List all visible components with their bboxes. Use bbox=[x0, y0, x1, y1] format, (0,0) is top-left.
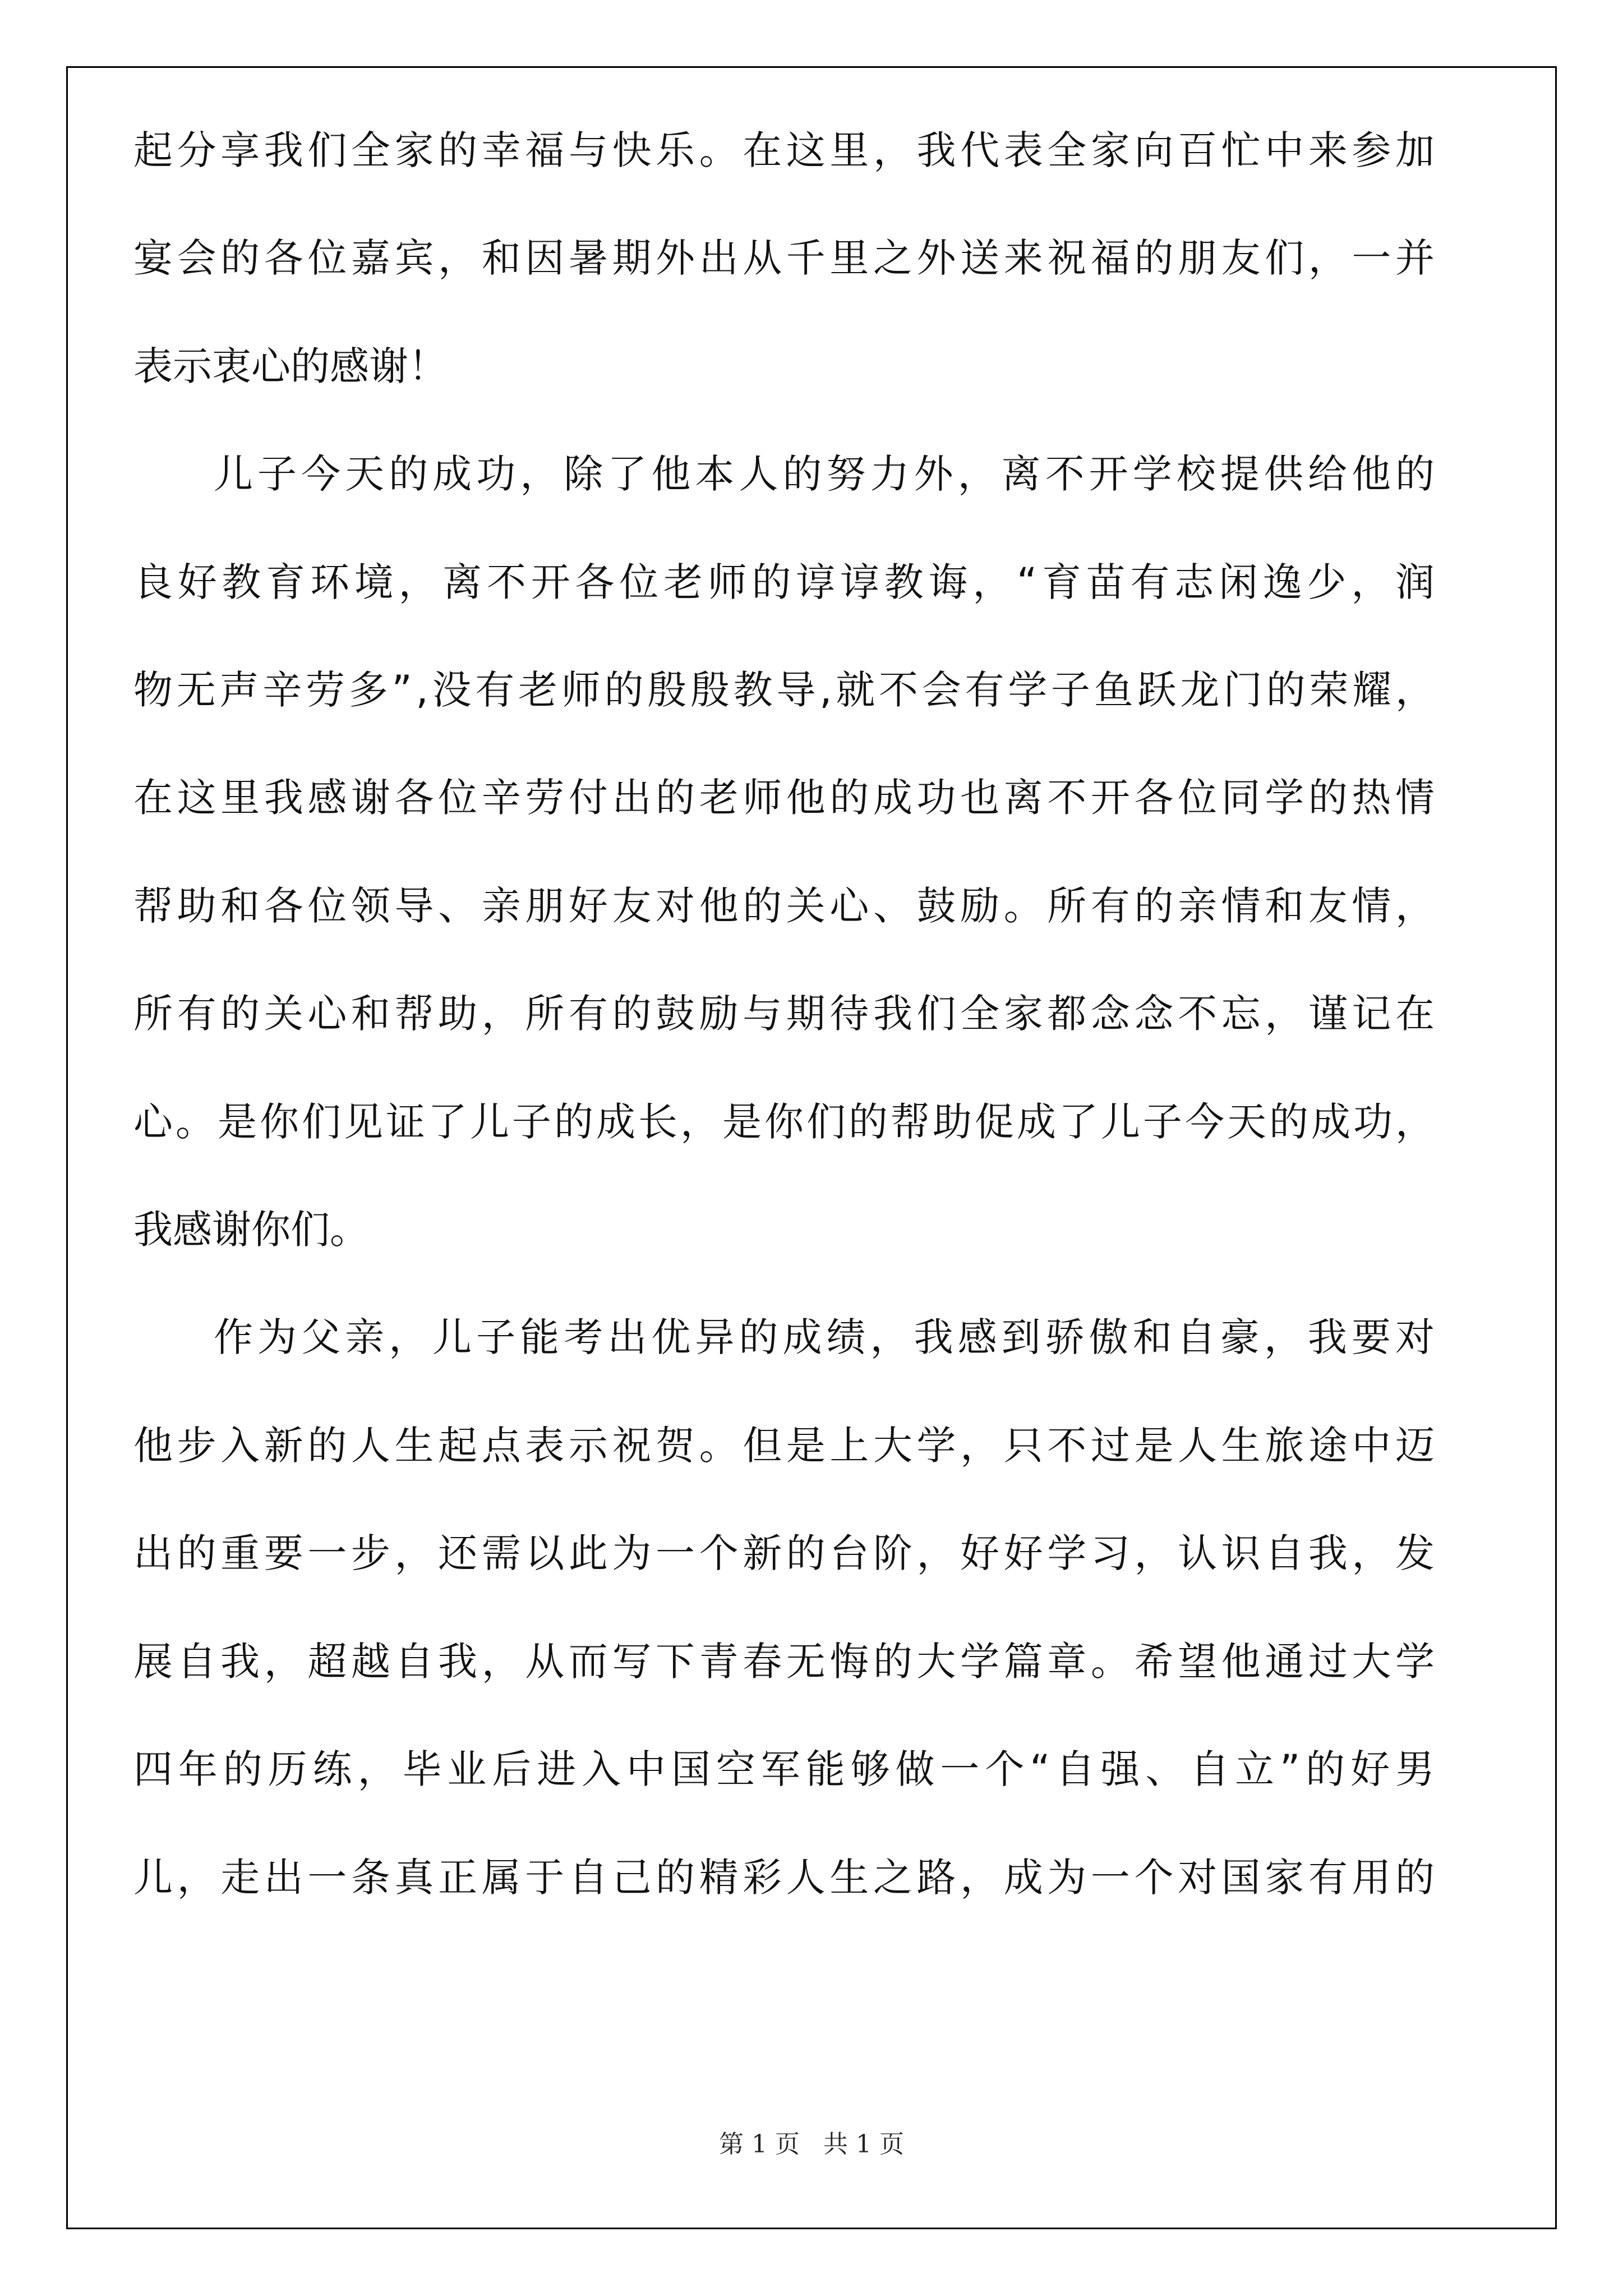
text-line: 物无声辛劳多”,没有老师的殷殷教导,就不会有学子鱼跃龙门的荣耀， bbox=[133, 667, 1438, 714]
text-line: 四年的历练，毕业后进入中国空军能够做一个“自强、自立”的好男 bbox=[133, 1746, 1440, 1793]
text-line: 起分享我们全家的幸福与快乐。在这里，我代表全家向百忙中来参加 bbox=[133, 127, 1439, 173]
text-line: 儿子今天的成功，除了他本人的努力外，离不开学校提供给他的 bbox=[214, 451, 1440, 498]
page-number-label: 第 1 页 共 1 页 bbox=[719, 2130, 904, 2159]
text-line: 他步入新的人生起点表示祝贺。但是上大学，只不过是人生旅途中迈 bbox=[133, 1422, 1439, 1469]
text-line: 儿，走出一条真正属于自己的精彩人生之路，成为一个对国家有用的 bbox=[133, 1854, 1439, 1901]
text-line: 所有的关心和帮助，所有的鼓励与期待我们全家都念念不忘，谨记在 bbox=[133, 991, 1439, 1037]
text-line: 帮助和各位领导、亲朋好友对他的关心、鼓励。所有的亲情和友情， bbox=[133, 882, 1439, 929]
document-body bbox=[133, 96, 1440, 1931]
text-line: 我感谢你们。 bbox=[133, 1207, 369, 1253]
text-line: 作为父亲，儿子能考出优异的成绩，我感到骄傲和自豪，我要对 bbox=[214, 1314, 1440, 1361]
text-line: 在这里我感谢各位辛劳付出的老师他的成功也离不开各位同学的热情 bbox=[133, 775, 1439, 821]
text-line: 宴会的各位嘉宾，和因暑期外出从千里之外送来祝福的朋友们，一并 bbox=[133, 235, 1439, 282]
text-line: 表示衷心的感谢！ bbox=[133, 343, 448, 389]
paragraph-3 bbox=[133, 1283, 1440, 1931]
page-footer bbox=[0, 2128, 1623, 2161]
text-line: 良好教育环境，离不开各位老师的谆谆教诲，“育苗有志闲逸少，润 bbox=[133, 559, 1440, 605]
paragraph-1 bbox=[133, 96, 1439, 420]
text-line: 展自我，超越自我，从而写下青春无悔的大学篇章。希望他通过大学 bbox=[133, 1638, 1439, 1685]
text-line: 心。是你们见证了儿子的成长，是你们的帮助促成了儿子今天的成功， bbox=[133, 1098, 1437, 1145]
text-line: 出的重要一步，还需以此为一个新的台阶，好好学习，认识自我，发 bbox=[133, 1530, 1439, 1577]
paragraph-2 bbox=[133, 420, 1440, 1283]
